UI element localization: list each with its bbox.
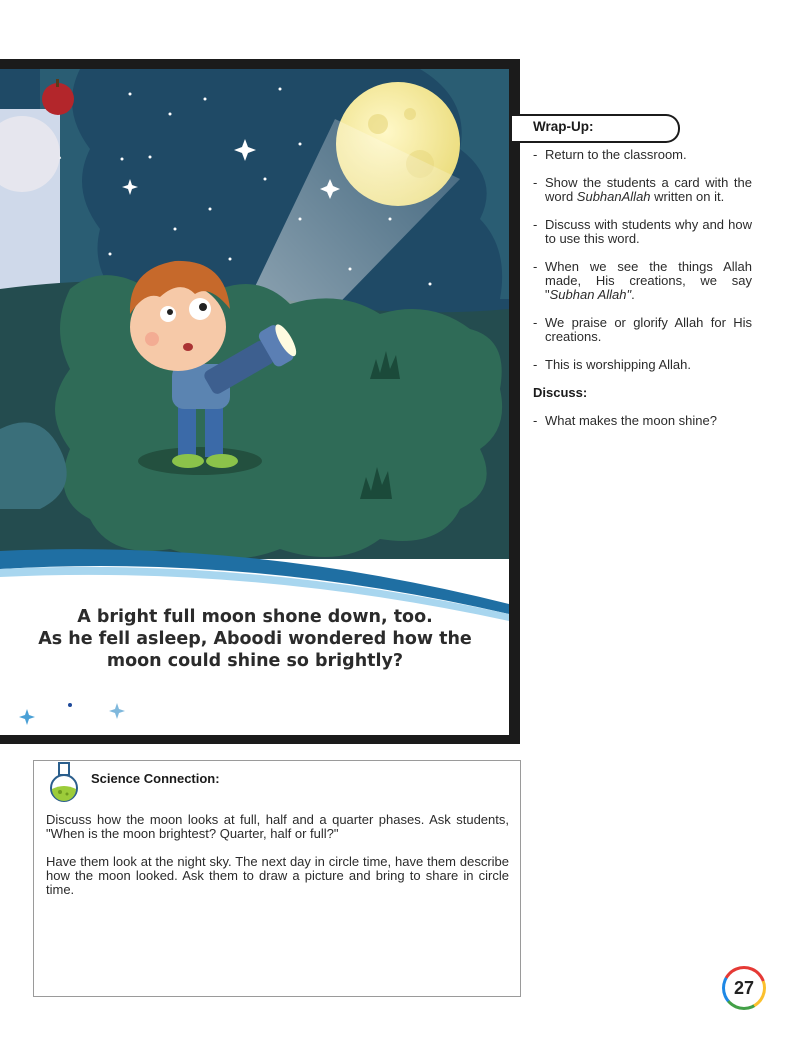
wrap-up-item: - This is worshipping Allah. <box>533 357 691 372</box>
wrap-up-title: Wrap-Up: <box>533 119 594 134</box>
page-number-badge <box>722 966 766 1010</box>
wrap-up-item: - Discuss with students why and how to use this word. <box>533 217 752 246</box>
science-connection-box <box>33 760 521 997</box>
dash-bullet: - <box>533 217 538 232</box>
science-title: Science Connection: <box>91 771 220 786</box>
science-paragraph: Discuss how the moon looks at full, half and a quarter phases. Ask students, "When is the moon brightest? Quarter, half or full?" <box>46 812 509 841</box>
story-text <box>20 606 490 672</box>
wrap-up-item: - Return to the classroom. <box>533 147 687 162</box>
story-line: A bright full moon shone down, too. <box>77 607 433 627</box>
science-paragraph: Have them look at the night sky. The next day in circle time, have them describe how the moon looked. Ask them to draw a picture and bring to share in circle time. <box>46 854 509 897</box>
wrap-up-item: - Show the students a card with the word SubhanAllah written on it. <box>533 175 752 204</box>
story-frame <box>0 59 520 744</box>
discuss-item: - What makes the moon shine? <box>533 413 717 428</box>
story-line: moon could shine so brightly? <box>106 651 404 671</box>
story-line: As he fell asleep, Aboodi wondered how the <box>38 629 472 649</box>
dash-bullet: - <box>533 259 538 274</box>
dash-bullet: - <box>533 357 538 372</box>
story-panel <box>0 69 509 735</box>
flask-icon <box>44 761 84 803</box>
wrap-up-item: - We praise or glorify Allah for His creations. <box>533 315 752 344</box>
discuss-title: Discuss: <box>533 385 588 400</box>
teacher-notes <box>533 148 752 442</box>
science-body <box>46 813 509 911</box>
dash-bullet: - <box>533 147 538 162</box>
wrap-up-item: - When we see the things Allah made, His creations, we say "Subhan Allah". <box>533 259 752 302</box>
page-number: 27 <box>725 969 763 1007</box>
dash-bullet: - <box>533 413 538 428</box>
dash-bullet: - <box>533 315 538 330</box>
dash-bullet: - <box>533 175 538 190</box>
